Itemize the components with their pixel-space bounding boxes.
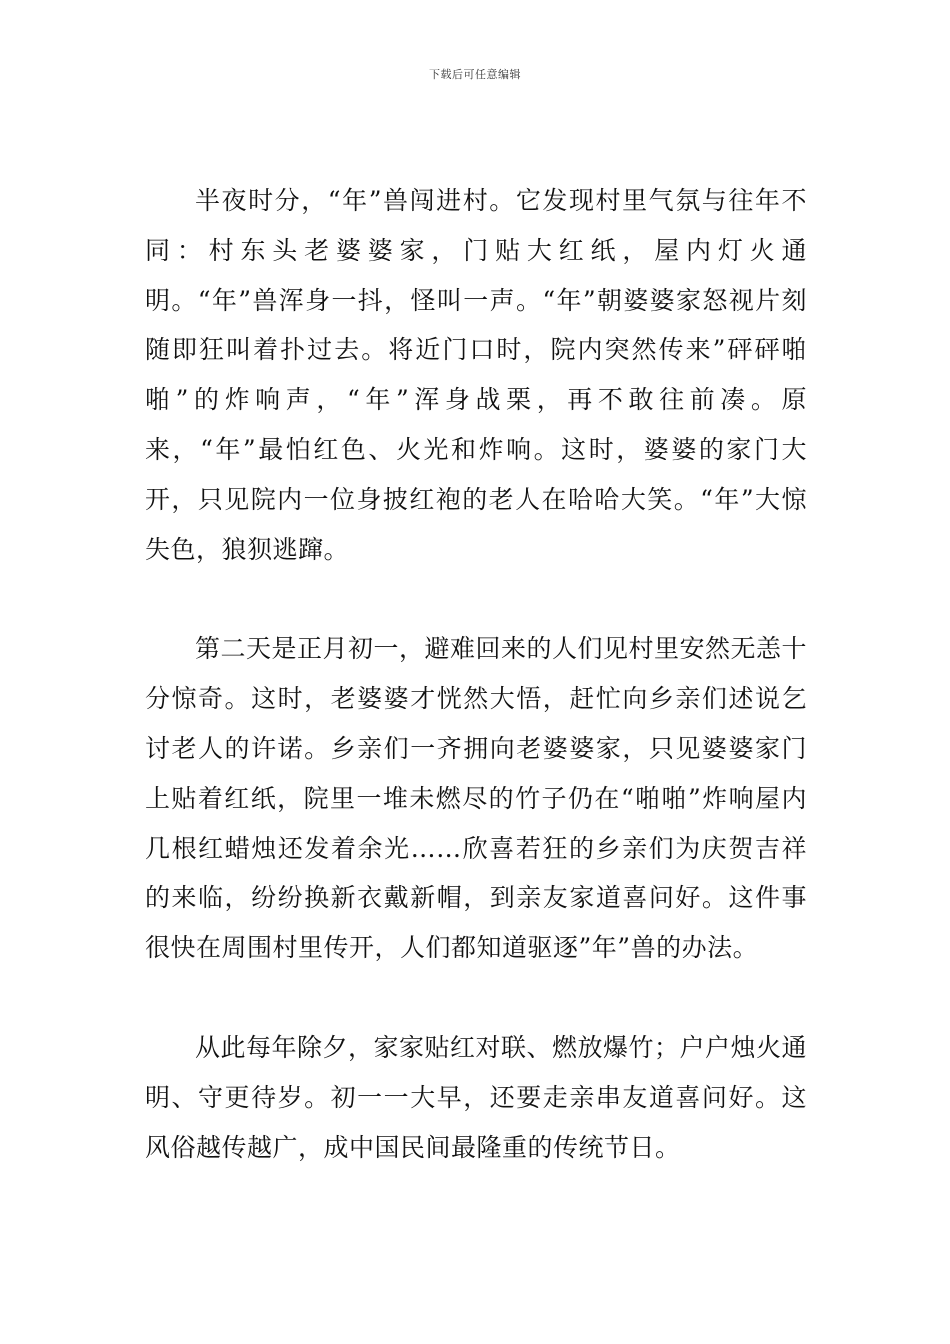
document-body bbox=[145, 176, 807, 1172]
page-header: 下载后可任意编辑 bbox=[429, 68, 521, 81]
paragraph-2: 第二天是正月初一，避难回来的人们见村里安然无恙十分惊奇。这时，老婆婆才恍然大悟，赶忙向乡亲们述说乞讨老人的许诺。乡亲们一齐拥向老婆婆家，只见婆婆家门上贴着红纸，院里一堆未燃尽的竹子仍在“啪啪”炸响屋内几根红蜡烛还发着余光……欣喜若狂的乡亲们为庆贺吉祥的来临，纷纷换新衣戴新帽，到亲友家道喜问好。这件事很快在周围村里传开，人们都知道驱逐”年”兽的办法。 bbox=[145, 634, 808, 963]
paragraph-1: 半夜时分，“年”兽闯进村。它发现村里气氛与往年不同：村东头老婆婆家，门贴大红纸，屋内灯火通明。“年”兽浑身一抖，怪叫一声。“年”朝婆婆家怒视片刻随即狂叫着扑过去。将近门口时，院内突然传来”砰砰啪啪”的炸响声，“年”浑身战栗，再不敢往前凑。原来，“年”最怕红色、火光和炸响。这时，婆婆的家门大开，只见院内一位身披红袍的老人在哈哈大笑。“年”大惊失色，狼狈逃蹿。 bbox=[145, 186, 807, 564]
paragraph-3: 从此每年除夕，家家贴红对联、燃放爆竹；户户烛火通明、守更待岁。初一一大早，还要走亲串友道喜问好。这风俗越传越广，成中国民间最隆重的传统节日。 bbox=[145, 1032, 808, 1162]
